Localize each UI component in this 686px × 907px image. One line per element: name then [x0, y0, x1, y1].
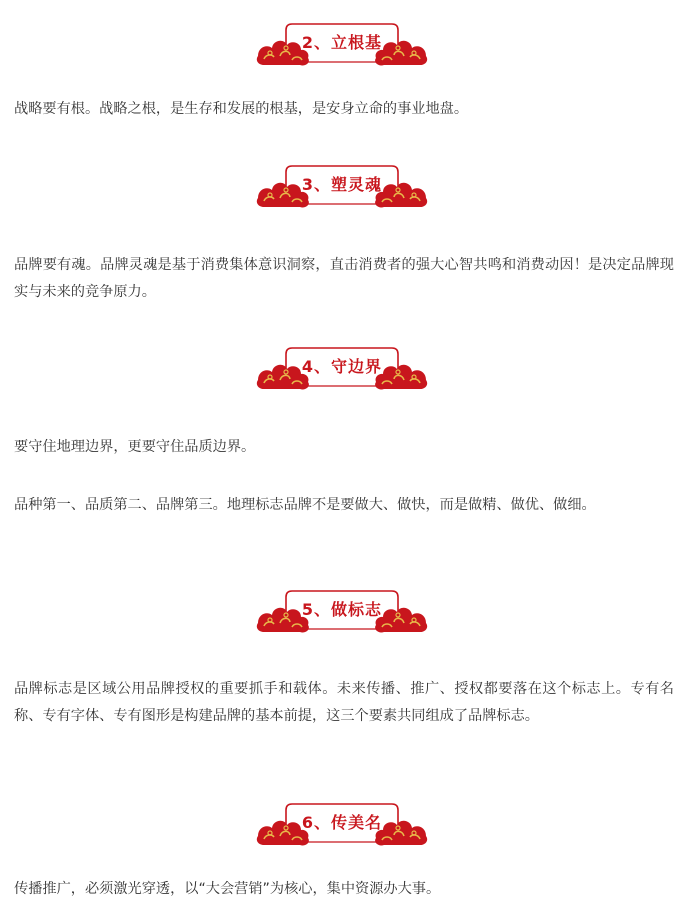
paragraph: 品牌标志是区域公用品牌授权的重要抓手和载体。未来传播、推广、授权都要落在这个标志上。专有名称、专有字体、专有图形是构建品牌的基本前提，这三个要素共同组成了品牌标志。: [14, 681, 674, 724]
section-heading: 2、立根基: [301, 33, 383, 52]
section-heading-badge: [256, 22, 428, 68]
section-heading-badge: [256, 346, 428, 392]
section-heading: 4、守边界: [301, 357, 383, 376]
section-heading-badge: [256, 802, 428, 848]
section-heading: 3、塑灵魂: [301, 175, 383, 194]
section-heading-badge: [256, 589, 428, 635]
paragraph: 品种第一、品质第二、品牌第三。地理标志品牌不是要做大、做快，而是做精、做优、做细。: [14, 497, 596, 513]
paragraph: 品牌要有魂。品牌灵魂是基于消费集体意识洞察，直击消费者的强大心智共鸣和消费动因！是决定品牌现实与未来的竞争原力。: [14, 257, 674, 300]
paragraph: 战略要有根。战略之根，是生存和发展的根基，是安身立命的事业地盘。: [14, 101, 469, 117]
section-heading: 5、做标志: [301, 600, 383, 619]
section-heading: 6、传美名: [301, 813, 383, 832]
paragraph: 要守住地理边界，更要守住品质边界。: [14, 439, 256, 455]
section-heading-badge: [256, 164, 428, 210]
paragraph: 传播推广，必须激光穿透，以“大会营销”为核心，集中资源办大事。: [14, 881, 441, 897]
